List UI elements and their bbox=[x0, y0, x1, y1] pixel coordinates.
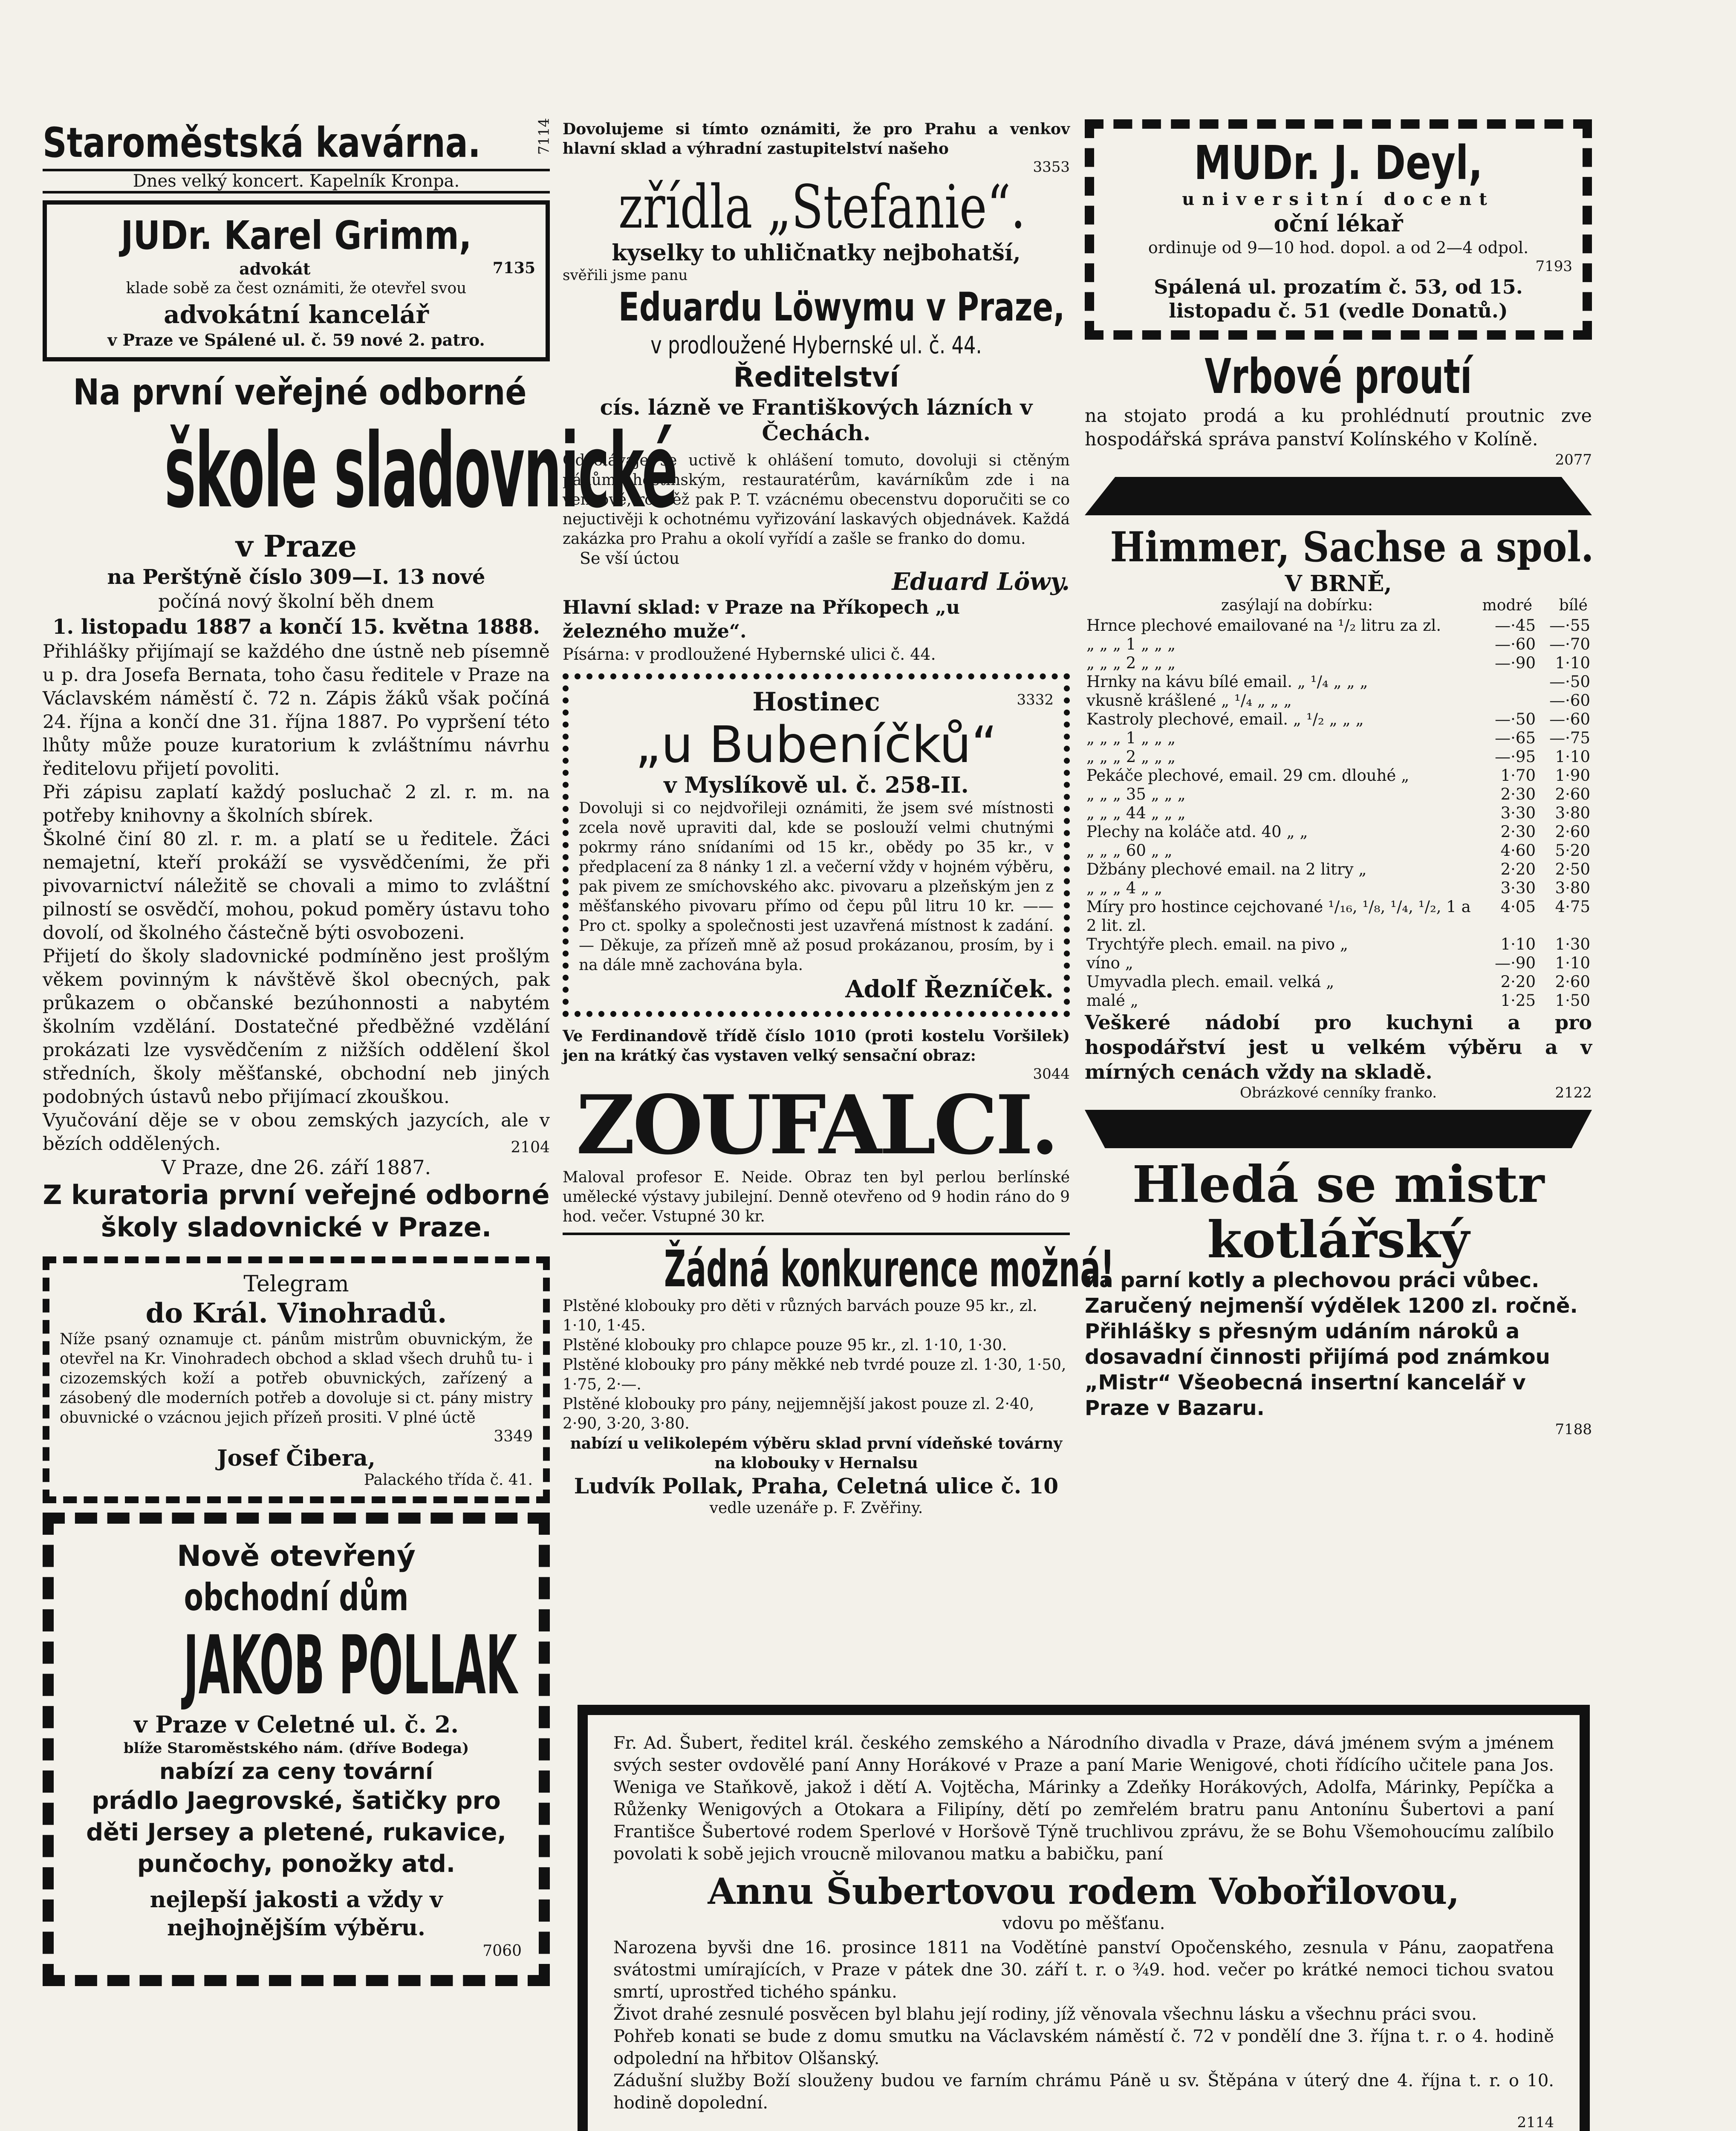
price-item: „ „ „ 4 „ „ bbox=[1086, 879, 1163, 897]
price-blue: 2·30 bbox=[1500, 823, 1536, 841]
price-white: —·60 bbox=[1549, 710, 1590, 728]
grimm-number: 7135 bbox=[492, 259, 535, 277]
price-white: 3·80 bbox=[1555, 879, 1590, 897]
price-white: —·75 bbox=[1549, 729, 1590, 747]
price-white: 1·90 bbox=[1555, 766, 1590, 785]
price-row bbox=[1085, 991, 1592, 1010]
price-white: 1·10 bbox=[1555, 748, 1590, 766]
school-start: počíná nový školní běh dnem bbox=[158, 591, 434, 612]
obituary-paragraph-4: Pohřeb konati se bude z domu smutku na Václavském náměstí č. 72 v pondělí dne 3. října t. r. o 4. hodině odpolední na hřbitov Olšanský. bbox=[613, 2027, 1554, 2068]
price-row bbox=[1085, 654, 1592, 673]
stefanie-greeting: Se vší úctou bbox=[580, 549, 680, 568]
klobouky-item-1: Plstěné klobouky pro děti v různých barvách pouze 95 kr., zl. 1·10, 1·45. bbox=[563, 1297, 1037, 1334]
price-blue: —·50 bbox=[1495, 710, 1536, 728]
hostinec-title: Hostinec bbox=[752, 687, 880, 717]
grimm-name: JUDr. Karel Grimm, bbox=[121, 213, 472, 258]
price-blue bbox=[1483, 673, 1537, 691]
price-blue: —·95 bbox=[1495, 748, 1536, 766]
kotlar-title1: Hledá se mistr bbox=[1132, 1155, 1545, 1214]
price-blue: 2·30 bbox=[1500, 785, 1536, 803]
stefanie-intro: Dovolujeme si tímto oznámiti, že pro Prahu a venkov hlavní sklad a výhradní zastupitelství našeho bbox=[563, 120, 1070, 158]
klobouky-item-4: Plstěné klobouky pro pány, nejjemnější jakost pouze zl. 2·40, 2·90, 3·20, 3·80. bbox=[563, 1395, 1034, 1432]
price-white: 4·75 bbox=[1555, 898, 1590, 916]
school-dates: 1. listopadu 1887 a končí 15. května 1888. bbox=[52, 615, 540, 639]
kotlar-number: 7188 bbox=[1555, 1421, 1592, 1438]
stefanie-entrusted: svěřili jsme panu bbox=[563, 267, 688, 284]
zoufalci-number: 3044 bbox=[1033, 1066, 1070, 1083]
himmer-col-white: bílé bbox=[1559, 597, 1588, 614]
pollak-near: blíže Staroměstského nám. (dříve Bodega) bbox=[123, 1740, 469, 1757]
klobouky-seller: Ludvík Pollak, Praha, Celetná ulice č. 10 bbox=[574, 1473, 1059, 1499]
price-item: „ „ „ 2 „ „ „ bbox=[1086, 748, 1176, 766]
price-blue: 1·10 bbox=[1500, 935, 1536, 953]
himmer-price-table bbox=[1085, 616, 1592, 1010]
hostinec-ad bbox=[563, 673, 1070, 1017]
price-blue: 1·70 bbox=[1500, 766, 1536, 785]
price-row bbox=[1085, 635, 1592, 654]
vrbove-body: na stojato prodá a ku prohlédnutí proutnic zve hospodářská správa panství Kolínského v Kolíně. bbox=[1085, 405, 1592, 450]
price-row bbox=[1085, 729, 1592, 748]
price-blue: 2·20 bbox=[1500, 973, 1536, 991]
price-blue: —·60 bbox=[1495, 635, 1536, 653]
grimm-line: klade sobě za čest oznámiti, že otevřel svou bbox=[126, 280, 467, 297]
grimm-office: advokátní kancelář bbox=[164, 300, 429, 329]
kotlar-body: na parní kotly a plechovou práci vůbec. Zaručený nejmenší výdělek 1200 zl. ročně. Přihlášky s přesným udáním nároků a dosavadní činnosti přijímá pod známkou „Mistr“ Všeobecná insertní kancelář v Praze v Bazaru. bbox=[1085, 1268, 1578, 1420]
klobouky-title: Žádná konkurence možná! bbox=[664, 1239, 1115, 1298]
price-item: Míry pro hostince cejchované ¹/₁₆, ¹/₈, ¹/₄, ¹/₂, 1 a 2 lit. zl. bbox=[1086, 898, 1471, 935]
price-item: „ „ „ 1 „ „ „ bbox=[1086, 635, 1176, 653]
price-item: vkusně krášlené „ ¹/₄ „ „ „ bbox=[1086, 691, 1292, 710]
pollak-address: v Praze v Celetné ul. č. 2. bbox=[133, 1711, 459, 1738]
price-item: Džbány plechové email. na 2 litry „ bbox=[1086, 860, 1367, 878]
price-item: „ „ „ 1 „ „ „ bbox=[1086, 729, 1176, 747]
stefanie-signature: Eduard Löwy. bbox=[892, 568, 1070, 596]
stefanie-agent: Eduardu Löwymu v Praze, bbox=[618, 284, 1065, 330]
price-row bbox=[1085, 691, 1592, 710]
stefanie-ad bbox=[563, 119, 1070, 665]
price-row bbox=[1085, 860, 1592, 879]
price-row bbox=[1085, 898, 1592, 935]
price-item: víno „ bbox=[1086, 954, 1133, 972]
price-white: —·55 bbox=[1549, 616, 1590, 635]
klobouky-item-2: Plstěné klobouky pro chlapce pouze 95 kr., zl. 1·10, 1·30. bbox=[563, 1337, 1007, 1354]
telegram-address: Palackého třída č. 41. bbox=[364, 1471, 533, 1489]
grimm-role: advokát bbox=[239, 259, 311, 278]
price-item: Pekáče plechové, email. 29 cm. dlouhé „ bbox=[1086, 766, 1410, 785]
obituary-number: 2114 bbox=[1517, 2114, 1554, 2131]
stefanie-directorate: Ředitelství bbox=[733, 362, 899, 393]
price-blue: —·45 bbox=[1495, 616, 1536, 635]
deyl-address: Spálená ul. prozatím č. 53, od 15. listopadu č. 51 (vedle Donatů.) bbox=[1154, 275, 1523, 322]
pollak-offer: nabízí za ceny tovární bbox=[159, 1759, 433, 1784]
cafe-ad bbox=[43, 118, 553, 200]
klobouky-offer: nabízí u velikolepém výběru sklad první vídeňské továrny na klobouky v Hernalsu bbox=[570, 1435, 1063, 1472]
kotlar-ad bbox=[1085, 1157, 1592, 1438]
school-head2: škole sladovnické bbox=[164, 411, 677, 531]
hostinec-signature: Adolf Řezníček. bbox=[845, 975, 1054, 1003]
stefanie-body: Odvolávaje se uctivě k ohlášení tomuto, dovoluji si ctěným pánům hostinským, restauratérům, kavárníkům zde i na venkově, rovněž pak P. T. vzácnému obecenstvu doporučiti se co nejuctivěji k ochotnému vyřizování laskavých objednávek. Každá zakázka pro Prahu a okolí vyřídí a zašle se franko do domu. bbox=[563, 452, 1070, 548]
telegram-body: Níže psaný oznamuje ct. pánům mistrům obuvnickým, že otevřel na Kr. Vinohradech obchod a sklad všech druhů tu- i cizozemských koží a potřeb obuvnických, zařízený a zásobený dle moderních potřeb a dovoluje si ct. pány mistry obuvnické o vzácnou jejich přízeň prositi. V plné úctě bbox=[60, 1331, 533, 1426]
telegram-ad bbox=[43, 1256, 550, 1503]
telegram-title: Telegram bbox=[243, 1271, 349, 1297]
himmer-ad bbox=[1085, 524, 1592, 1101]
obituary-name: Annu Šubertovou rodem Vobořilovou, bbox=[708, 1870, 1460, 1912]
school-paragraph-1: Přihlášky přijímají se každého dne ústně neb písemně u p. dra Josefa Bernata, toho času ředitele v Praze na Václavském náměstí č. 72 n. Zápis žáků však počíná 24. října a končí dne 31. října 1887. Po vypršení této lhůty může pouze kuratorium k zvláštnímu návrhu ředitelovu přijetí povoliti. bbox=[43, 641, 550, 780]
deyl-number: 7193 bbox=[1535, 258, 1572, 275]
price-white: 1·10 bbox=[1555, 654, 1590, 672]
telegram-number: 3349 bbox=[494, 1428, 533, 1445]
kotlar-title2: kotlářský bbox=[1207, 1210, 1470, 1269]
price-white: 1·30 bbox=[1555, 935, 1590, 953]
price-row bbox=[1085, 954, 1592, 973]
klobouky-ad bbox=[563, 1239, 1115, 1517]
price-row bbox=[1085, 804, 1592, 823]
price-row bbox=[1085, 879, 1592, 898]
obituary-widow: vdovu po měšťanu. bbox=[1002, 1914, 1165, 1933]
price-white: —·60 bbox=[1549, 691, 1590, 710]
himmer-footer: Veškeré nádobí pro kuchyni a pro hospodářství jest u velkém výběru a v mírných cenách vždy na skladě. bbox=[1085, 1011, 1592, 1083]
himmer-col-blue: modré bbox=[1482, 597, 1532, 614]
school-paragraph-3: Školné činí 80 zl. r. m. a platí se u ředitele. Žáci nemajetní, kteří prokáží se vysvědčeními, že při pivovarnictví náležitě se chovali a mimo to zvláštní pilností se osvědčí, mohou, pokud poměry ústavu toho dovolí, od školného částečně býti osvobozeni. bbox=[43, 829, 550, 944]
pollak-name: JAKOB POLLAK bbox=[183, 1618, 517, 1712]
obituary-paragraph-3: Život drahé zesnulé posvěcen byl blahu její rodiny, jíž věnovala všechnu lásku a všechnu práci svou. bbox=[613, 2004, 1477, 2024]
price-white: 5·20 bbox=[1555, 841, 1590, 860]
deyl-name: MUDr. J. Deyl, bbox=[1194, 136, 1483, 190]
stefanie-number: 3353 bbox=[1033, 159, 1070, 176]
cafe-number: 7114 bbox=[535, 118, 553, 155]
price-item: malé „ bbox=[1086, 991, 1138, 1010]
price-blue: —·65 bbox=[1495, 729, 1536, 747]
stefanie-warehouse: Hlavní sklad: v Praze na Příkopech „u železného muže“. bbox=[563, 597, 960, 642]
pollak-quality: nejlepší jakosti a vždy v nejhojnějším výběru. bbox=[150, 1887, 443, 1941]
hostinec-body: Dovoluji si co nejdvořileji oznámiti, že jsem své místnosti zcela nově upraviti dal, kde se poslouží velmi chutnými pokrmy ráno snídaními od 15 kr., obědy po 35 kr., v předplacení za 8 nánky 1 zl. a večerní vždy v hojném výběru, pak pivem ze smíchovského akc. pivovaru a plzeňským jen z měšťanského pivovaru přímo od čepu půl litru 10 kr. —— Pro ct. spolky a společnosti jest uzavřená místnost k zadání. — Děkuje, za přízeň mně až posud prokázanou, prosím, by i na dále mně zachována byla. bbox=[579, 800, 1054, 974]
zoufalci-intro: Ve Ferdinandově třídě číslo 1010 (proti kostelu Voršilek) jen na krátký čas vystaven velký sensační obraz: bbox=[563, 1027, 1070, 1065]
zoufalci-ad bbox=[563, 1026, 1070, 1227]
zoufalci-title: ZOUFALCI. bbox=[576, 1077, 1057, 1172]
price-row bbox=[1085, 841, 1592, 860]
price-row bbox=[1085, 785, 1592, 804]
school-paragraph-2: Při zápisu zaplatí každý posluchač 2 zl. r. m. na potřeby knihovny a školních sbírek. bbox=[43, 782, 550, 826]
pollak-number: 7060 bbox=[482, 1942, 522, 1960]
school-paragraph-5: Vyučování děje se v obou zemských jazycích, ale v bězích oddělených. bbox=[43, 1110, 550, 1155]
pollak-house: obchodní dům bbox=[184, 1575, 409, 1619]
price-white: 1·10 bbox=[1555, 954, 1590, 972]
price-item: Hrnce plechové emailované na ¹/₂ litru za zl. bbox=[1086, 616, 1441, 635]
stefanie-kind: kyselky to uhličnatky nejbohatší, bbox=[612, 240, 1021, 266]
school-head1: Na první veřejné odborné bbox=[73, 371, 527, 413]
price-blue: 4·60 bbox=[1500, 841, 1536, 860]
stefanie-agent-address: v prodloužené Hybernské ul. č. 44. bbox=[650, 332, 982, 359]
price-blue: 3·30 bbox=[1500, 879, 1536, 897]
price-row bbox=[1085, 973, 1592, 991]
price-blue: 4·05 bbox=[1500, 898, 1536, 916]
divider bbox=[563, 1233, 1070, 1235]
obituary-paragraph-2: Narozena byvši dne 16. prosince 1811 na Vodětínė panství Opočenského, zesnula v Pánu, zaopatřena svátostmi umírajících, v Praze v pátek dne 30. září t. r. o ¾9. hod. večer po krátké nemoci tichou svatou smrtí, uprostřed tichého spánku. bbox=[613, 1938, 1554, 2002]
deyl-role: oční lékař bbox=[1274, 210, 1403, 237]
cafe-title: Staroměstská kavárna. bbox=[43, 119, 481, 167]
pollak-opened: Nově otevřený bbox=[177, 1539, 416, 1573]
banner-ornament bbox=[1085, 1110, 1592, 1148]
vrbove-ad bbox=[1085, 349, 1592, 468]
column-right bbox=[1085, 119, 1592, 1438]
telegram-heading: do Král. Vinohradů. bbox=[145, 1297, 447, 1329]
price-item: „ „ „ 44 „ „ „ bbox=[1086, 804, 1186, 822]
obituary-paragraph-5: Zádušní služby Boží slouženy budou ve farním chrámu Páně u sv. Štěpána v úterý dne 4. října t. r. o 10. hodině dopolední. bbox=[613, 2071, 1554, 2113]
school-date: V Praze, dne 26. září 1887. bbox=[161, 1156, 431, 1179]
deyl-ad bbox=[1085, 119, 1592, 340]
deyl-hours: ordinuje od 9—10 hod. dopol. a od 2—4 odpol. bbox=[1148, 238, 1529, 257]
price-row bbox=[1085, 935, 1592, 954]
deyl-title: universitní docent bbox=[1182, 189, 1495, 209]
pollak-goods: prádlo Jaegrovské, šatičky pro děti Jersey a pletené, rukavice, punčochy, ponožky atd. bbox=[86, 1787, 506, 1878]
price-white: —·70 bbox=[1549, 635, 1590, 653]
school-number: 2104 bbox=[511, 1139, 550, 1156]
school-signature: Z kuratoria první veřejné odborné školy sladovnické v Praze. bbox=[43, 1179, 550, 1243]
price-white: 2·50 bbox=[1555, 860, 1590, 878]
price-blue: 2·20 bbox=[1500, 860, 1536, 878]
stefanie-title: zřídla „Stefanie“. bbox=[618, 173, 1026, 242]
zoufalci-body: Maloval profesor E. Neide. Obraz ten byl perlou berlínské umělecké výstavy jubilejní. Denně otevřeno od 9 hodin ráno do 9 hod. večer. Vstupné 30 kr. bbox=[563, 1169, 1070, 1225]
stefanie-spa: cís. lázně ve Františkových lázních v Čechách. bbox=[600, 395, 1033, 445]
price-item: Plechy na koláče atd. 40 „ „ bbox=[1086, 823, 1308, 841]
price-item: Hrnky na kávu bílé email. „ ¹/₄ „ „ „ bbox=[1086, 673, 1368, 691]
obituary-notice bbox=[578, 1705, 1590, 2131]
price-item: „ „ „ 35 „ „ „ bbox=[1086, 785, 1186, 803]
vrbove-number: 2077 bbox=[1555, 451, 1592, 468]
price-blue bbox=[1483, 691, 1537, 710]
klobouky-near: vedle uzenáře p. F. Zvěřiny. bbox=[709, 1499, 923, 1517]
himmer-number: 2122 bbox=[1555, 1084, 1592, 1101]
price-row bbox=[1085, 823, 1592, 841]
price-blue: 1·25 bbox=[1500, 991, 1536, 1010]
grimm-address: v Praze ve Spálené ul. č. 59 nové 2. patro. bbox=[107, 330, 485, 349]
price-white: 2·60 bbox=[1555, 973, 1590, 991]
price-item: Kastroly plechové, email. „ ¹/₂ „ „ „ bbox=[1086, 710, 1364, 728]
price-row bbox=[1085, 710, 1592, 729]
grimm-ad bbox=[43, 200, 550, 361]
price-white: 2·60 bbox=[1555, 785, 1590, 803]
hostinec-name: „u Bubeníčků“ bbox=[635, 715, 997, 774]
himmer-city: V BRNĚ, bbox=[1285, 571, 1392, 597]
hostinec-address: v Myslíkově ul. č. 258-II. bbox=[664, 772, 969, 798]
banner-ornament bbox=[1085, 477, 1592, 515]
klobouky-item-3: Plstěné klobouky pro pány měkké neb tvrdé pouze zl. 1·30, 1·50, 1·75, 2·—. bbox=[563, 1356, 1066, 1393]
price-row bbox=[1085, 673, 1592, 691]
price-white: 1·50 bbox=[1555, 991, 1590, 1010]
stefanie-office: Písárna: v prodloužené Hybernské ulici č. 44. bbox=[563, 645, 936, 664]
price-row bbox=[1085, 766, 1592, 785]
vrbove-title: Vrbové proutí bbox=[1205, 349, 1472, 404]
hostinec-number: 3332 bbox=[1017, 691, 1054, 708]
telegram-name: Josef Čibera, bbox=[217, 1445, 376, 1471]
pollak-ad bbox=[43, 1513, 550, 1986]
himmer-catalog: Obrázkové cenníky franko. bbox=[1239, 1084, 1437, 1101]
price-row bbox=[1085, 616, 1592, 635]
himmer-title: Himmer, Sachse a spol. bbox=[1110, 523, 1594, 571]
price-blue: 3·30 bbox=[1500, 804, 1536, 822]
price-item: Umyvadla plech. email. velká „ bbox=[1086, 973, 1334, 991]
price-item: „ „ „ 2 „ „ „ bbox=[1086, 654, 1176, 672]
price-white: —·50 bbox=[1549, 673, 1590, 691]
price-row bbox=[1085, 748, 1592, 766]
price-item: „ „ „ 60 „ „ bbox=[1086, 841, 1173, 860]
price-blue: —·90 bbox=[1495, 654, 1536, 672]
himmer-head: zasýlají na dobírku: bbox=[1221, 597, 1373, 614]
price-white: 3·80 bbox=[1555, 804, 1590, 822]
price-item: Trychtýře plech. email. na pivo „ bbox=[1086, 935, 1348, 953]
school-paragraph-4: Přijetí do školy sladovnické podmíněno jest prošlým věkem povinným k návštěvě škol obecných, pak průkazem o občanské bezúhonnosti a nabytém školním vzdělání. Dostatečné předběžné vzdělání prokázati lze vysvědčením z nižších oddělení škol středních, školy měšťanské, obchodní neb jiných podobných ústavů nebo přijímací zkouškou. bbox=[43, 946, 550, 1108]
price-blue: —·90 bbox=[1495, 954, 1536, 972]
obituary-paragraph-1: Fr. Ad. Šubert, ředitel král. českého zemského a Národního divadla v Praze, dává jménem svým a jménem svých sester ovdovělé paní Anny Horákové v Praze a paní Marie Wenigové, choti řídícího učitele pana Jos. Weniga ve Staňkově, jakož i dětí A. Vojtěcha, Márinky a Zdeňky Horákových, Adolfa, Márinky, Pepíčka a Růženky Wenigových a Otokara a Filipíny, dětí po zemřelém bratru panu Antonínu Šubertovi a paní Františce Šubertové rodem Sperlové v Horšově Týně truchlivou zprávu, že se Bohu Všemohoucímu zalíbilo povolati k sobě jejich vroucně milovanou matku a babičku, paní bbox=[613, 1733, 1554, 1864]
price-white: 2·60 bbox=[1555, 823, 1590, 841]
cafe-subtitle: Dnes velký koncert. Kapelník Kronpa. bbox=[43, 169, 550, 193]
school-address: na Perštýně číslo 309—I. 13 nové bbox=[107, 565, 485, 589]
school-city: v Praze bbox=[235, 528, 357, 564]
